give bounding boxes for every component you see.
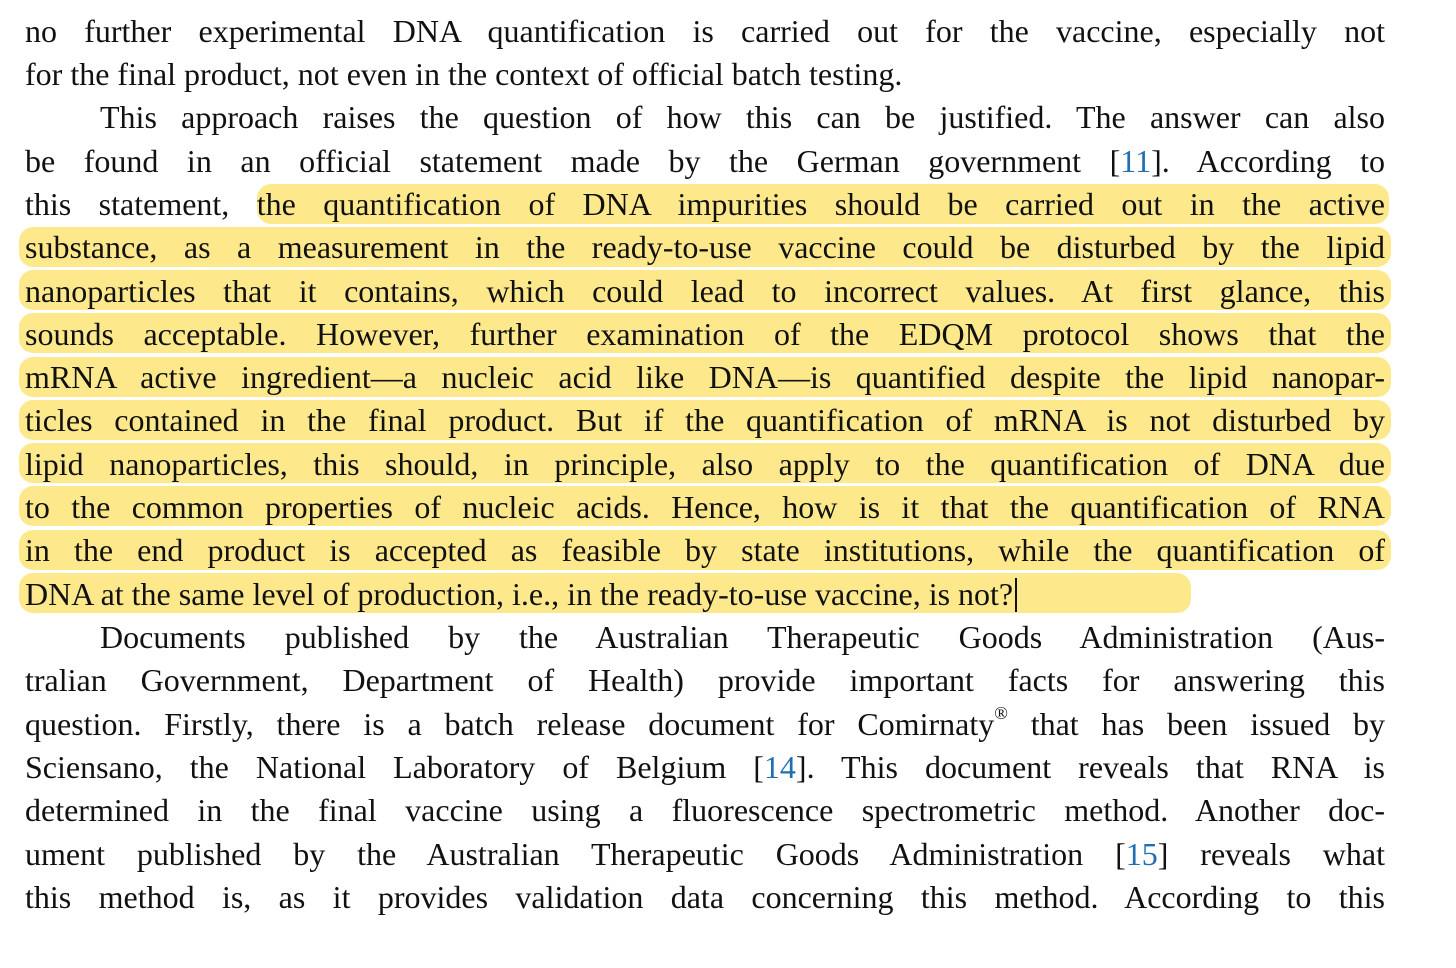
text-segment: question. Firstly, there is a batch release document for Comirnaty [25,706,995,742]
text-line [25,9,1385,53]
text-segment: ]. According to [1151,143,1386,179]
text-line-content: tralian Government, Department of Health) provide important facts for answering this [25,662,1385,698]
text-line [25,52,1385,96]
highlighted-line [25,269,1385,313]
highlighted-text[interactable]: to the common properties of nucleic acids. Hence, how is it that the quantification of RNA [25,489,1385,525]
citation-link[interactable]: 14 [763,749,796,785]
highlighted-text[interactable]: the quantification of DNA impurities should be carried out in the active [256,186,1386,222]
text-segment: Sciensano, the National Laboratory of Belgium [ [25,749,764,785]
highlighted-line [25,355,1385,399]
text-segment: ]. This document reveals that RNA is [795,749,1386,785]
text-line-content: determined in the final vaccine using a fluorescence spectrometric method. Another doc- [25,792,1385,828]
text-line-content [25,749,1385,785]
text-line-content [25,836,1385,872]
text-line [25,788,1385,832]
text-line-content: This approach raises the question of how this can be justified. The answer can also [100,99,1385,135]
text-line-content [25,186,1385,222]
text-line-content: no further experimental DNA quantification is carried out for the vaccine, especially not [25,13,1385,49]
text-line [25,658,1385,702]
text-line [25,139,1385,183]
highlighted-text[interactable]: mRNA active ingredient—a nucleic acid like DNA—is quantified despite the lipid nanopar- [25,359,1385,395]
paragraph-first-line [25,615,1385,659]
text-line-content: Documents published by the Australian Therapeutic Goods Administration (Aus- [100,619,1385,655]
text-segment: be found in an official statement made by the German government [ [25,143,1121,179]
text-segment: ] reveals what [1157,836,1386,872]
text-segment: this statement, [25,186,257,222]
text-line [25,745,1385,789]
highlighted-text[interactable]: lipid nanoparticles, this should, in principle, also apply to the quantification of DNA due [25,446,1385,482]
text-line [25,875,1385,919]
citation-link[interactable]: 11 [1120,143,1152,179]
highlighted-line [25,485,1385,529]
text-line [25,702,1385,746]
highlighted-line [25,225,1385,269]
highlighted-text[interactable]: nanoparticles that it contains, which could lead to incorrect values. At first glance, this [25,273,1385,309]
registered-mark: ® [994,703,1008,724]
highlighted-text[interactable]: sounds acceptable. However, further examination of the EDQM protocol shows that the [25,316,1385,352]
text-line [25,182,1385,226]
highlighted-line [25,528,1385,572]
text-segment: that has been issued by [1007,706,1386,742]
highlighted-line [25,398,1385,442]
highlighted-line [25,572,1385,616]
text-line-content [25,143,1385,179]
highlighted-line [25,442,1385,486]
citation-link[interactable]: 15 [1125,836,1158,872]
highlighted-text[interactable]: in the end product is accepted as feasible by state institutions, while the quantification of [25,532,1385,568]
text-segment: ument published by the Australian Therapeutic Goods Administration [ [25,836,1126,872]
cut-off-line [25,0,1385,8]
text-line-content: for the final product, not even in the context of official batch testing. [25,56,903,92]
highlighted-line [25,312,1385,356]
text-line-content: this method is, as it provides validation data concerning this method. According to this [25,879,1385,915]
highlighted-text[interactable]: DNA at the same level of production, i.e., in the ready-to-use vaccine, is not? [25,576,1014,612]
highlighted-text[interactable]: ticles contained in the final product. But if the quantification of mRNA is not disturbed by [25,402,1385,438]
paragraph-first-line [25,95,1385,139]
highlighted-text[interactable]: substance, as a measurement in the ready-to-use vaccine could be disturbed by the lipid [25,229,1385,265]
text-line [25,832,1385,876]
text-cursor [1015,578,1017,612]
text-line-content [25,703,1386,742]
